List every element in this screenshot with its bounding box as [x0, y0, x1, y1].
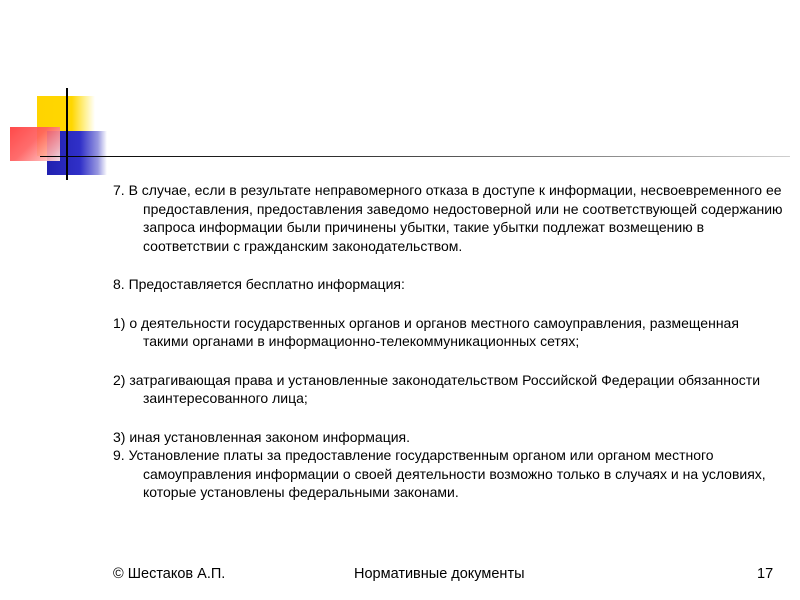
- footer-page-number: 17: [757, 566, 774, 582]
- decor-vertical-line: [66, 88, 68, 180]
- paragraph-item-7: 7. В случае, если в результате неправомерного отказа в доступе к информации, несвоевременного ее предоставления, предоставления заведомо недостоверной или не соответствующей содержанию запроса информации были причинены убытки, такие убытки подлежат возмещению в соответствии с гражданским законодательством.: [113, 182, 783, 254]
- list-item-1: 1) о деятельности государственных органов и органов местного самоуправления, размещенная такими органами в информационно-телекоммуникационных сетях;: [113, 314, 739, 349]
- paragraph-item-9: 9. Установление платы за предоставление государственным органом или органом местного самоуправления информации о своей деятельности возможно только в случаях и на условиях, которые установлены федеральными законами.: [113, 447, 766, 500]
- footer-author: © Шестаков А.П.: [113, 566, 226, 582]
- list-item-2: 2) затрагивающая права и установленные законодательством Российской Федерации обязанности заинтересованного лица;: [113, 371, 761, 406]
- title-divider-line: [40, 156, 790, 157]
- paragraph-item-8: 8. Предоставляется бесплатно информация:: [113, 276, 405, 292]
- list-item-3: 3) иная установленная законом информация.: [113, 428, 411, 445]
- footer-title: Нормативные документы: [354, 566, 525, 582]
- slide-body: [113, 181, 785, 502]
